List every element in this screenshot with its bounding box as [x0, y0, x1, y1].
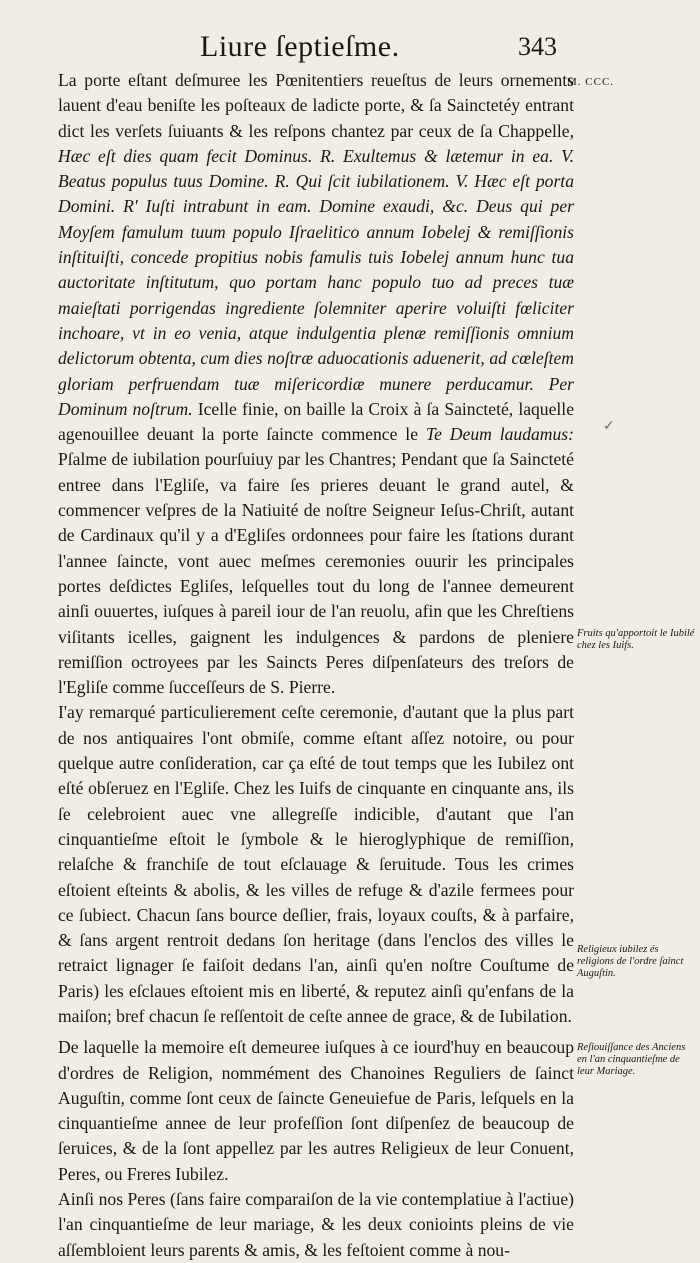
paragraph-ceremony [58, 68, 574, 700]
paragraph-text: Icelle finie, on baille la Croix à ſa Saincteté, laquelle agenouillee deuant la porte ſaincte commence le [58, 398, 574, 445]
margin-pen-mark: ✓ [603, 419, 615, 434]
page-number: 343 [518, 32, 557, 61]
paragraph-text: Pſalme de iubilation pourſuiuy par les Chantres; Pendant que ſa Saincteté entree dans l'Egliſe, va faire ſes prieres deuant le grand autel, & commencer veſpres de la Natiuité de noſtre Seigneur Ieſus-Chriſt, autant de Cardinaux qu'il y a d'Egliſes ordonnees pour faire les ſtations durant l'annee ſaincte, vont auec meſmes ceremonies ouurir les principales portes deſdictes Egliſes, leſquelles tout du long de l'annee demeurent ainſi ouuertes, iuſques à pareil iour de l'an reuolu, afin que les Chreſtiens viſitants icelles, gaignent les indulgences & pardons de pleniere remiſſion octroyees par les Saincts Peres diſpenſateurs des treſors de l'Egliſe comme ſucceſſeurs de S. Pierre. [58, 449, 574, 698]
page-header [0, 30, 700, 70]
margin-year-note: M. CCC. [567, 76, 615, 88]
paragraph-marriage-jubilee: Ainſi nos Peres (ſans faire comparaiſon de la vie contemplatiue à l'actiue) l'an cinquantieſme de leur mariage, & les deux conioints pleins de vie aſſembloient leurs parents & amis, & les feſtoient comme à nou- [58, 1189, 574, 1260]
margin-note: Reſiouiſſance des Anciens en l'an cinquantieſme de leur Mariage. [577, 1042, 686, 1077]
latin-hymn-title: Te Deum laudamus: [425, 424, 574, 445]
running-title: Liure ſeptieſme. [200, 30, 400, 63]
body-text [58, 68, 574, 1263]
latin-liturgy: Hæc eſt dies quam fecit Dominus. R. Exultemus & lætemur in ea. V. Beatus populus tuus Domine. R. Qui ſcit iubilationem. V. Hæc eſt porta Domini. R' Iuſti intrabunt in eam. Domine exaudi, &c. Deus qui per Moyſem famulum tuum populo Iſraelitico annum Iobelej & remiſſionis inſtituiſti, concede propitius nobis famulis tuis Iobelej annum hunc tua auctoritate inſtitutum, quo portam hanc populo tuo ad preces tuæ maieſtati porrigendas ingrediente ſolemniter aperire voluiſti fœliciter inchoare, vt in eo venia, atque indulgentia plenæ remiſſionis omnium delictorum obtenta, cum dies noſtræ aduocationis aduenerit, ad cœleſtem gloriam perfruendam tuæ miſericordiæ munere perducamur. Per Dominum noſtrum. [58, 145, 574, 419]
margin-note: Fruits qu'apportoit le Iubilé chez les Iuifs. [577, 628, 695, 651]
paragraph-text: La porte eſtant deſmuree les Pœnitentiers reueſtus de leurs ornements lauent d'eau beniſte les poſteaux de ladicte porte, & ſa Sainctetéy entrant dict les verſets ſuiuants & les reſpons chantez par ceux de ſa Chappelle, [58, 70, 574, 141]
paragraph-religious-orders: De laquelle la memoire eſt demeuree iuſques à ce iourd'huy en beaucoup d'ordres de Religion, nommément des Chanoines Reguliers de ſainct Auguſtin, comme ſont ceux de ſaincte Geneuiefue de Paris, leſquels en la cinquantieſme annee de leur profeſſion ſont diſpenſez de beaucoup de ſeruices, & de la ſont appellez par les autres Religieux de leur Conuent, Peres, ou Freres Iubilez. [58, 1037, 574, 1184]
paragraph-jubilee-origins: I'ay remarqué particulierement ceſte ceremonie, d'autant que la plus part de nos antiquaires l'ont obmiſe, comme eſtant aſſez notoire, ou pour quelque autre conſideration, car ça eſté de tout temps que les Iubilez ont eſté obſeruez en l'Egliſe. Chez les Iuifs de cinquante en cinquante ans, ils ſe celebroient auec vne allegreſſe indicible, d'autant que l'an cinquantieſme eſtoit le ſymbole & le hieroglyphique de remiſſion, relaſche & franchiſe de tout eſclauage & ſeruitude. Tous les crimes eſtoient eſteints & abolis, & les villes de refuge & d'azile fermees pour ce ſubiect. Chacun ſans bource deſlier, frais, loyaux couſts, & à parfaire, & ſans argent rentroit dedans ſon heritage (dans l'enclos des villes le retraict lignager ſe faiſoit dedans l'an, ainſi qu'en noſtre Couſtume de Paris) les eſclaues eſtoient mis en liberté, & reputez ainſi qu'enfans de la maiſon; bref chacun ſe reſſentoit de ceſte annee de grace, & de Iubilation. [58, 702, 574, 1026]
margin-note: Religieux iubilez és religions de l'ordre ſainct Auguſtin. [577, 944, 684, 979]
